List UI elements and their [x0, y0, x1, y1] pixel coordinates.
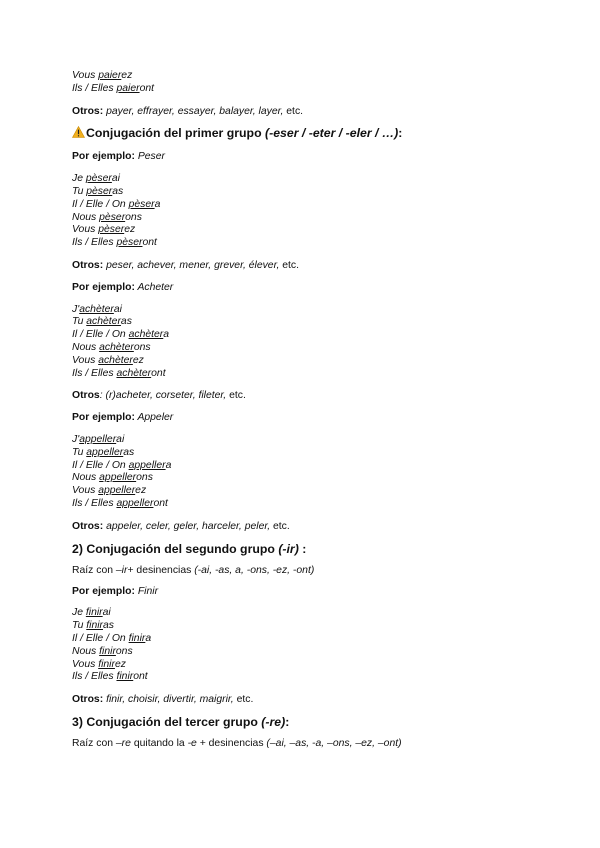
otros-etc: etc. — [229, 390, 246, 402]
verb-ending: ons — [136, 472, 153, 484]
verb-ending: ez — [124, 224, 136, 236]
heading-text: 2) Conjugación del segundo grupo — [72, 541, 279, 556]
conjugation-line — [72, 460, 542, 473]
conjugation-line — [72, 659, 542, 672]
verb-stem: appeller — [98, 485, 136, 497]
verb-ending: ez — [135, 485, 147, 497]
rule-text: + desinencias — [196, 737, 267, 749]
pronoun: J' — [72, 433, 80, 445]
verb-ending: ai — [116, 433, 125, 445]
heading-endings: (-eser / -eter / -eler / …) — [265, 126, 399, 141]
conjugation-line — [72, 237, 542, 250]
pronoun: Ils / Elles — [72, 237, 117, 249]
pronoun: Vous — [72, 70, 99, 81]
rule-ending: –re — [115, 737, 131, 749]
verb-ending: ez — [121, 70, 133, 81]
rule-letter: -e — [187, 737, 197, 749]
section-heading-third-group — [72, 715, 542, 730]
verb-ending: ont — [133, 671, 148, 683]
conjugation-line — [72, 646, 542, 659]
pronoun: Ils / Elles — [72, 367, 117, 379]
pronoun: Je — [72, 607, 86, 619]
verb-ending: a — [165, 459, 172, 471]
otros-etc: etc. — [273, 520, 290, 532]
heading-text: 3) Conjugación del tercer grupo — [72, 714, 262, 729]
pronoun: Vous — [72, 485, 99, 497]
conjugation-line — [72, 434, 542, 447]
verb-stem: achèter — [128, 329, 164, 341]
otros-examples: payer, effrayer, essayer, balayer, layer, — [103, 105, 287, 117]
pronoun: Tu — [72, 446, 87, 458]
heading-colon: : — [285, 714, 290, 729]
heading-ending: (-ir) — [278, 541, 299, 556]
otros-examples: finir, choisir, divertir, maigrir, — [103, 694, 237, 706]
rule-text: Raíz con — [72, 737, 116, 749]
otros-label: Otros: — [72, 694, 104, 706]
verb-ending: as — [103, 620, 114, 632]
pronoun: Ils / Elles — [72, 82, 117, 94]
example-label: Por ejemplo: — [72, 281, 135, 293]
pronoun: J' — [72, 303, 80, 315]
conjugation-line — [72, 224, 542, 237]
verb-stem: appeller — [128, 459, 166, 471]
otros-line — [72, 521, 542, 534]
verb-stem: pèser — [116, 237, 143, 249]
otros-label: Otros: — [72, 259, 104, 271]
conjugation-line — [72, 472, 542, 485]
verb-ending: ons — [125, 211, 142, 223]
conjugation-line — [72, 316, 542, 329]
pronoun: Vous — [72, 658, 99, 670]
verb-stem: achèter — [86, 316, 121, 328]
example-line — [72, 412, 542, 425]
verb-stem: finir — [85, 607, 103, 619]
conjugation-line — [72, 70, 542, 83]
otros-line — [72, 694, 542, 707]
conjugation-line — [72, 199, 542, 212]
verb-stem: pèser — [128, 198, 155, 210]
otros-line — [72, 390, 542, 403]
verb-stem: achèter — [116, 367, 152, 379]
otros-line — [72, 106, 542, 119]
example-label: Por ejemplo: — [72, 412, 135, 424]
conjugation-line — [72, 186, 542, 199]
pronoun: Vous — [72, 354, 99, 366]
otros-label: Otros: — [72, 105, 104, 117]
verb-ending: ez — [114, 658, 126, 670]
verb-ending: as — [123, 446, 135, 458]
rule-desinences: (–ai, –as, -a, –ons, –ez, –ont) — [266, 737, 402, 749]
verb-stem: appeller — [86, 446, 124, 458]
verb-stem: pèser — [98, 224, 125, 236]
pronoun: Il / Elle / On — [72, 459, 129, 471]
conjugation-line — [72, 304, 542, 317]
warning-icon — [72, 126, 85, 138]
verb-stem: appeller — [99, 472, 137, 484]
pronoun: Vous — [72, 224, 99, 236]
verb-ending: a — [145, 632, 152, 644]
verb-ending: ez — [132, 354, 144, 366]
otros-examples: : (r)acheter, corseter, fileter, — [99, 390, 230, 402]
rule-text: Raíz con — [72, 564, 116, 576]
example-line — [72, 586, 542, 599]
acheter-conjugation-list — [72, 304, 542, 381]
verb-stem: appeller — [116, 497, 154, 509]
verb-stem: paier — [116, 82, 140, 94]
pronoun: Nous — [72, 211, 100, 223]
otros-examples: appeler, celer, geler, harceler, peler, — [103, 520, 274, 532]
otros-examples: peser, achever, mener, grever, élever, — [103, 259, 283, 271]
pronoun: Ils / Elles — [72, 497, 117, 509]
verb-stem: paier — [98, 70, 122, 81]
pronoun: Nous — [72, 645, 100, 657]
verb-ending: ai — [113, 303, 122, 315]
peser-conjugation-list — [72, 173, 542, 250]
example-verb: Peser — [134, 151, 165, 163]
conjugation-line — [72, 329, 542, 342]
rule-desinences: (-ai, -as, a, -ons, -ez, -ont) — [194, 564, 315, 576]
otros-etc: etc. — [282, 259, 299, 271]
pronoun: Je — [72, 173, 86, 185]
conjugation-line — [72, 212, 542, 225]
finir-conjugation-list — [72, 607, 542, 684]
rule-text: quitando la — [130, 737, 188, 749]
pronoun: Tu — [72, 316, 87, 328]
conjugation-line — [72, 633, 542, 646]
verb-stem: finir — [99, 645, 116, 657]
top-conjugation-list — [72, 70, 542, 96]
appeler-conjugation-list — [72, 434, 542, 511]
verb-stem: achèter — [98, 354, 133, 366]
verb-stem: pèser — [85, 173, 112, 185]
otros-line — [72, 260, 542, 273]
pronoun: Ils / Elles — [72, 671, 117, 683]
conjugation-line — [72, 447, 542, 460]
conjugation-line — [72, 607, 542, 620]
verb-ending: ont — [151, 367, 166, 379]
conjugation-line — [72, 671, 542, 684]
pronoun: Il / Elle / On — [72, 329, 129, 341]
rule-text: + desinencias — [127, 564, 195, 576]
otros-etc: etc. — [286, 105, 304, 117]
otros-etc: etc. — [236, 694, 254, 706]
verb-ending: ont — [142, 237, 157, 249]
conjugation-line — [72, 342, 542, 355]
heading-ending: (-re) — [261, 714, 286, 729]
verb-ending: ont — [153, 497, 168, 509]
verb-stem: finir — [98, 658, 115, 670]
verb-stem: finir — [116, 671, 134, 683]
verb-stem: finir — [128, 632, 146, 644]
verb-stem: pèser — [99, 211, 126, 223]
example-line — [72, 151, 542, 164]
otros-label: Otros — [72, 390, 100, 402]
verb-ending: ons — [115, 645, 133, 657]
pronoun: Nous — [72, 341, 100, 353]
verb-ending: as — [112, 185, 124, 197]
verb-stem: achèter — [99, 341, 134, 353]
example-verb: Finir — [134, 585, 159, 597]
verb-stem: pèser — [86, 185, 113, 197]
pronoun: Il / Elle / On — [72, 632, 129, 644]
example-label: Por ejemplo: — [72, 151, 135, 163]
verb-ending: as — [120, 316, 132, 328]
otros-label: Otros: — [72, 520, 104, 532]
pronoun: Tu — [72, 620, 87, 632]
example-verb: Appeler — [134, 412, 174, 424]
rule-second-group — [72, 564, 542, 577]
verb-ending: ont — [139, 82, 155, 94]
heading-colon: : — [398, 126, 403, 141]
verb-stem: appeller — [79, 433, 117, 445]
verb-ending: ons — [133, 341, 151, 353]
example-line — [72, 282, 542, 295]
conjugation-line — [72, 498, 542, 511]
document-page — [72, 70, 542, 750]
pronoun: Tu — [72, 185, 87, 197]
section-heading-second-group — [72, 542, 542, 557]
verb-stem: achèter — [79, 303, 114, 315]
rule-ending: –ir — [115, 564, 128, 576]
heading-colon: : — [298, 541, 307, 556]
section-heading-first-group — [72, 126, 542, 141]
verb-ending: a — [163, 329, 170, 341]
example-label: Por ejemplo: — [72, 585, 135, 597]
conjugation-line — [72, 368, 542, 381]
verb-stem: finir — [86, 620, 103, 632]
verb-ending: ai — [111, 173, 120, 185]
heading-text: Conjugación del primer grupo — [86, 126, 265, 141]
conjugation-line — [72, 173, 542, 186]
verb-ending: a — [154, 198, 161, 210]
conjugation-line — [72, 620, 542, 633]
pronoun: Nous — [72, 472, 100, 484]
conjugation-line — [72, 83, 542, 96]
conjugation-line — [72, 485, 542, 498]
conjugation-line — [72, 355, 542, 368]
pronoun: Il / Elle / On — [72, 198, 129, 210]
verb-ending: ai — [102, 607, 111, 619]
rule-third-group — [72, 737, 542, 750]
example-verb: Acheter — [134, 281, 174, 293]
